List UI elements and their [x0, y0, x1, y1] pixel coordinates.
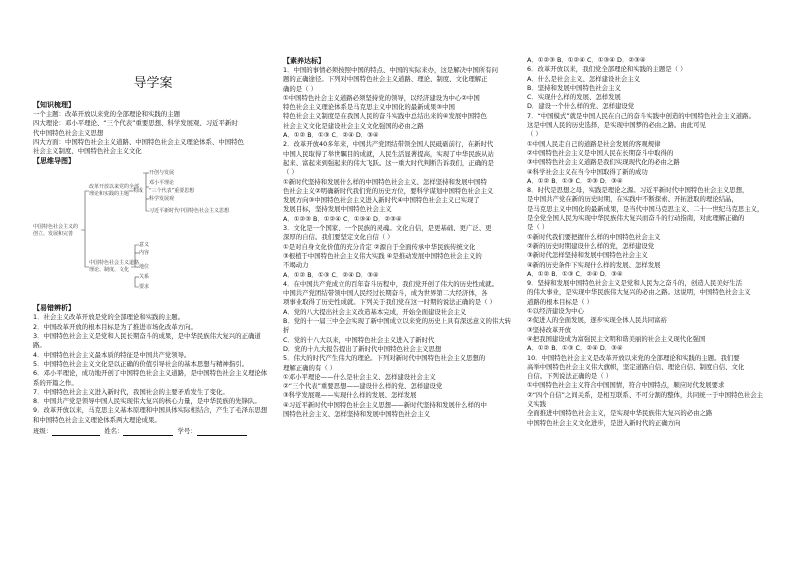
error-item: 1．社会主义改革开放是党的全部理论和实践的主题。 [33, 313, 185, 322]
mindmap-header: 【思维导图】 [33, 157, 75, 166]
error-item: 3．中国特色社会主义是党和人民长期奋斗的成果，是中华民族伟大复兴的正确道路。 [33, 332, 261, 350]
question-line: ①中国特色社会主义道路必须坚持党的领导，以经济建设为中心②中国 [283, 93, 480, 102]
question-line: ①是对自身文化价值的充分肯定 ②源自于全面传承中华民族传统文化 [283, 242, 476, 251]
question-line: 深厚的自信。我们要坚定文化自信（ ） [283, 233, 394, 242]
question-line: ④新的历史条件下实现什么样的发展、怎样发展 [527, 260, 661, 269]
question-line: C．党的十八大以来，中国特色社会主义进入了新时代 [283, 335, 435, 344]
errors-header: 【易错辨析】 [33, 304, 75, 313]
knowledge-line: 四大方面：中国特色社会主义道路、中国特色社会主义理论体系、中国特色 [33, 137, 244, 146]
mindmap-node: 构成 [133, 188, 144, 195]
question-line: 是马克思主义中国化的最新成果，是当代中国马克思主义、二十一世纪马克思主义， [527, 204, 764, 213]
question-line: 是全党全国人民为实现中华民族伟大复兴而奋斗的行动指南，对此理解正确的 [527, 214, 745, 223]
class-label: 班级： [33, 427, 53, 436]
mindmap-leaf: “三个代表”重要思想 [149, 188, 195, 195]
question-line: ③根植于中国特色社会主义伟大实践 ④是推动发展中国特色社会主义的 [283, 251, 482, 260]
question-line: 特色社会主义制度是在我国人民的奋斗实践中总结出来的④发展中国特色 [283, 112, 487, 121]
question-line: 项事业取得了历史性成就。下列关于我们党在这一时期的说法正确的是（ ） [283, 298, 496, 307]
question-line: 发展方向③中国特色社会主义进入新时代④中国特色社会主义已实现了 [283, 196, 480, 205]
question-line: A．①② B．①③ C．②④ D．③④ [527, 344, 623, 353]
question-line: （ ） [283, 168, 298, 177]
left-column [33, 56, 273, 436]
mindmap-leaf: 意义 [139, 242, 150, 249]
mindmap-leaf: 要求 [139, 284, 150, 291]
question-line: ②“三个代表”重要思想——建设什么样的党、怎样建设党 [283, 382, 443, 391]
question-line: 2．改革开放40多年来，中国共产党团结带领全国人民砥砺前行，在新时代 [283, 140, 494, 149]
question-line: 的伟大事业，是实现中华民族伟大复兴的必由之路。这说明，中国特色社会主义 [527, 288, 751, 297]
question-line: A．①②③ B．①②④ C．①③④ D．②③④ [527, 56, 646, 64]
question-line: ③中国特色社会主义道路是我们实现现代化的必由之路 [527, 158, 680, 167]
question-line: ④科学社会主义在当今中国取得了新的成功 [527, 167, 648, 176]
question-line: 题的正确途径。下列对中国特色社会主义道路、理论、制度、文化理解正 [283, 75, 488, 84]
mindmap-leaf: 科学发展观 [149, 196, 175, 203]
error-item: 5．中国特色社会主义文化是以正确的价值引导社会的基本思想与精神指引。 [33, 359, 248, 368]
question-line: 6．改革开放以来，我们党全部理论和实践的主题是（ ） [527, 65, 687, 74]
question-line: ②新的历史时期建设什么样的党，怎样建设党 [527, 241, 655, 250]
mindmap-leaf: 开创与发展 [149, 170, 175, 177]
question-line: 7．“中国模式”就是中国人民在自己的奋斗实践中创造的中国特色社会主义道路。 [527, 111, 755, 120]
question-line: 不竭动力 [283, 261, 309, 270]
question-line: B．党的十一届三中全会实现了新中国成立以来党的历史上具有深远意义的伟大转折 [283, 317, 512, 335]
question-line: ①中国特色社会主义符合中国国情，符合中国特点，顺应时代发展要求 [527, 381, 725, 390]
mindmap-leaf: 习近平新时代中国特色社会主义思想 [149, 208, 230, 215]
error-item: 8．中国共产党是领导中国人民实现伟大复兴的核心力量，是中华民族的先锋队。 [33, 397, 261, 406]
question-line: ②促进人的全面发展，逐步实现全体人民共同富裕 [527, 316, 667, 325]
middle-column [283, 56, 513, 419]
question-line: 发展目标，坚持发展中国特色社会主义 [283, 205, 392, 214]
question-line: 起来、富起来到强起来的伟大飞跃。这一重大时代判断告诉我们，正确的是 [283, 158, 494, 167]
error-item: 4．中国特色社会主义最本质的特征是中国共产党领导。 [33, 350, 191, 359]
question-line: ①新时代我们要把握什么样的中国特色社会主义 [527, 232, 661, 241]
question-line: 这是中国人民的历史选择，是实现中国梦的必由之路。由此可见 [527, 121, 706, 130]
question-line: 9．坚持和发展中国特色社会主义是党和人民为之奋斗的，创造人民美好生活 [527, 279, 742, 288]
question-line: ①中国人民走自己的道路是社会发展的客观规律 [527, 139, 661, 148]
mindmap-root: 创立、发展和完善 [33, 231, 74, 238]
question-line: 8．时代是思想之母，实践是理论之源。习近平新时代中国特色社会主义思想， [527, 186, 749, 195]
question-line: 色社会主义②明确新时代我们党的历史方位，要科学谋划中国特色社会主义 [283, 186, 494, 195]
question-line: 道路的根本目标是（ ） [527, 297, 593, 306]
question-line: A．①② B．①③ C．②④ D．③④ [283, 131, 379, 140]
question-line: 中国人民取得了举世瞩目的成就，人民生活显著提高，实现了中华民族从站 [283, 149, 494, 158]
question-line: A．①② B．①③ C．②④ D．③④ [527, 269, 623, 278]
question-line: ②中国特色社会主义是中国人民在长期奋斗中取得的 [527, 148, 674, 157]
mindmap-branch: 中国特色社会主义道路 [89, 260, 140, 267]
question-line: ①以经济建设为中心 [527, 307, 584, 316]
question-line: 国特色社会主义、怎样坚持和发展中国特色社会主义 [283, 409, 430, 418]
practice-questions-continued [527, 56, 765, 428]
error-item: 7．中国特色社会主义进入新时代，我国社会的主要矛盾发生了变化。 [33, 387, 229, 396]
question-line: A．①② B．①③ C．②③ D．③④ [527, 176, 623, 185]
question-line: ①新时代坚持和发展什么样的中国特色社会主义、怎样坚持和发展中国特 [283, 177, 487, 186]
knowledge-list [33, 110, 273, 156]
question-line: 1．中国的事情必须按照中国的特点、中国的实际来办，这是解决中国所有问 [283, 66, 498, 74]
question-line: ③坚持改革开放 [527, 325, 572, 334]
question-line: 确的是（ ） [283, 84, 317, 93]
error-item: 6．邓小平理论，成功地开创了中国特色社会主义道路，是中国特色社会主义理论体系的开篇之作。 [33, 369, 268, 387]
question-line: 中国共产党团结带领中国人民经过长期奋斗，成为世界第二大经济体，各 [283, 289, 488, 298]
question-line: ③科学发展观——实现什么样的发展、怎样发展 [283, 391, 417, 400]
question-line: D．建设一个什么样的党、怎样建设党 [527, 102, 635, 111]
question-line: 特色社会主义理论体系是马克思主义中国化的最新成果③中国 [283, 103, 455, 112]
question-line: 是（ ） [527, 223, 549, 232]
question-line: ④习近平新时代中国特色社会主义思想——新时代坚持和发展什么样的中 [283, 400, 487, 409]
name-label: 姓名： [104, 427, 124, 436]
question-line: 3．文化是一个国家、一个民族的灵魂。文化自信，是更基础、更广泛、更 [283, 224, 492, 233]
question-line: 4．在中国共产党成立的百年奋斗历程中，我们党开创了伟大的历史性成就。 [283, 279, 498, 288]
id-label: 学号： [177, 427, 197, 436]
question-line: ④把我国建设成为富强民主文明和谐美丽的社会主义现代化强国 [527, 334, 706, 343]
question-line: A．①②③ B．①②④ C．①③④ D．②③④ [283, 214, 402, 223]
question-line: 是中国共产党在新的历史时期，在实践中不断探索、开拓进取的理论结晶， [527, 195, 738, 204]
mindmap-leaf: 关系 [139, 274, 150, 281]
question-line: A．①② B．①③ C．②④ D．③④ [283, 270, 379, 279]
knowledge-line: 代中国特色社会主义思想 [33, 128, 104, 137]
question-line: 中国特色社会主义文化进步，是进入新时代的正确方向 [527, 418, 681, 427]
mind-map [33, 167, 273, 301]
question-line: A．党的八大提出社会主义改造基本完成，开始全面建设社会主义 [283, 307, 467, 316]
question-line: ②“四个自信”之间关系，是相互联系、不可分割的整体，共同统一于中国特色社会主义实践 [527, 390, 764, 408]
mindmap-leaf: 地位 [139, 264, 150, 271]
errors-list [33, 313, 273, 425]
practice-questions [283, 66, 513, 419]
mindmap-branch: 改革开放以来党的全部 [89, 184, 140, 191]
mindmap-leaf: 邓小平理论 [149, 180, 175, 187]
error-item: 2．中国改革开放的根本目标是为了推进市场化改革方向。 [33, 322, 197, 331]
question-line: 自信。下列说法正确的是（ ） [527, 372, 613, 381]
question-line: 社会主义文化是建设社会主义文化强国的必由之路 [283, 121, 424, 130]
question-line: ①邓小平理论——什么是社会主义、怎样建设社会主义 [283, 372, 436, 381]
question-line: D．党的十九大报告提出了新时代中国特色社会主义思想 [283, 344, 442, 353]
mindmap-branch: 理论和实践的主题 [89, 191, 130, 198]
page-title: 导学案 [133, 76, 173, 91]
knowledge-header: 【知识梳理】 [33, 101, 75, 109]
mindmap-root: 中国特色社会主义的 [33, 224, 79, 231]
knowledge-line: 四大理论：邓小平理论、“三个代表”重要思想、科学发展观、习近平新时 [33, 119, 238, 128]
question-line: C．实现什么样的发展、怎样发展 [527, 93, 621, 102]
student-info-row [33, 427, 273, 436]
mindmap-leaf: 内容 [139, 250, 150, 257]
question-line: 理解正确的有（ ） [283, 363, 337, 372]
class-blank[interactable] [52, 428, 100, 436]
error-item: 9．改革开放以来，马克思主义基本原理和中国具体实际相结合，产生了毛泽东思想和中国特色社会主义理论体系两大理论成果。 [33, 406, 268, 424]
question-line: B．坚持和发展中国特色社会主义 [527, 83, 621, 92]
question-line: A．什么是社会主义、怎样建设社会主义 [527, 74, 641, 83]
question-line: （ ） [527, 130, 542, 139]
question-line: ③新时代怎样坚持和发展中国特色社会主义 [527, 251, 648, 260]
question-line: 10．中国特色社会主义是改革开放以来党的全部理论和实践的主题。我们要 [527, 353, 740, 362]
knowledge-line: 一个主题：改革开放以来党的全部理论和实践的主题 [33, 110, 180, 118]
question-line: 5．伟大的时代产生伟大的理论。下列对新时代中国特色社会主义思想的 [283, 354, 486, 363]
question-line: 全面推进中国特色社会主义，是实现中华民族伟大复兴的必由之路 [527, 409, 713, 418]
right-column [527, 56, 765, 428]
knowledge-line: 社会主义制度、中国特色社会主义文化 [33, 147, 142, 156]
name-blank[interactable] [123, 428, 173, 436]
mindmap-branch: 理论、制度、文化 [89, 267, 130, 274]
id-blank[interactable] [197, 428, 247, 436]
question-line: 高举中国特色社会主义伟大旗帜，坚定道路自信、理论自信、制度自信、文化 [527, 362, 745, 371]
practice-header: 【素养达标】 [283, 57, 325, 65]
